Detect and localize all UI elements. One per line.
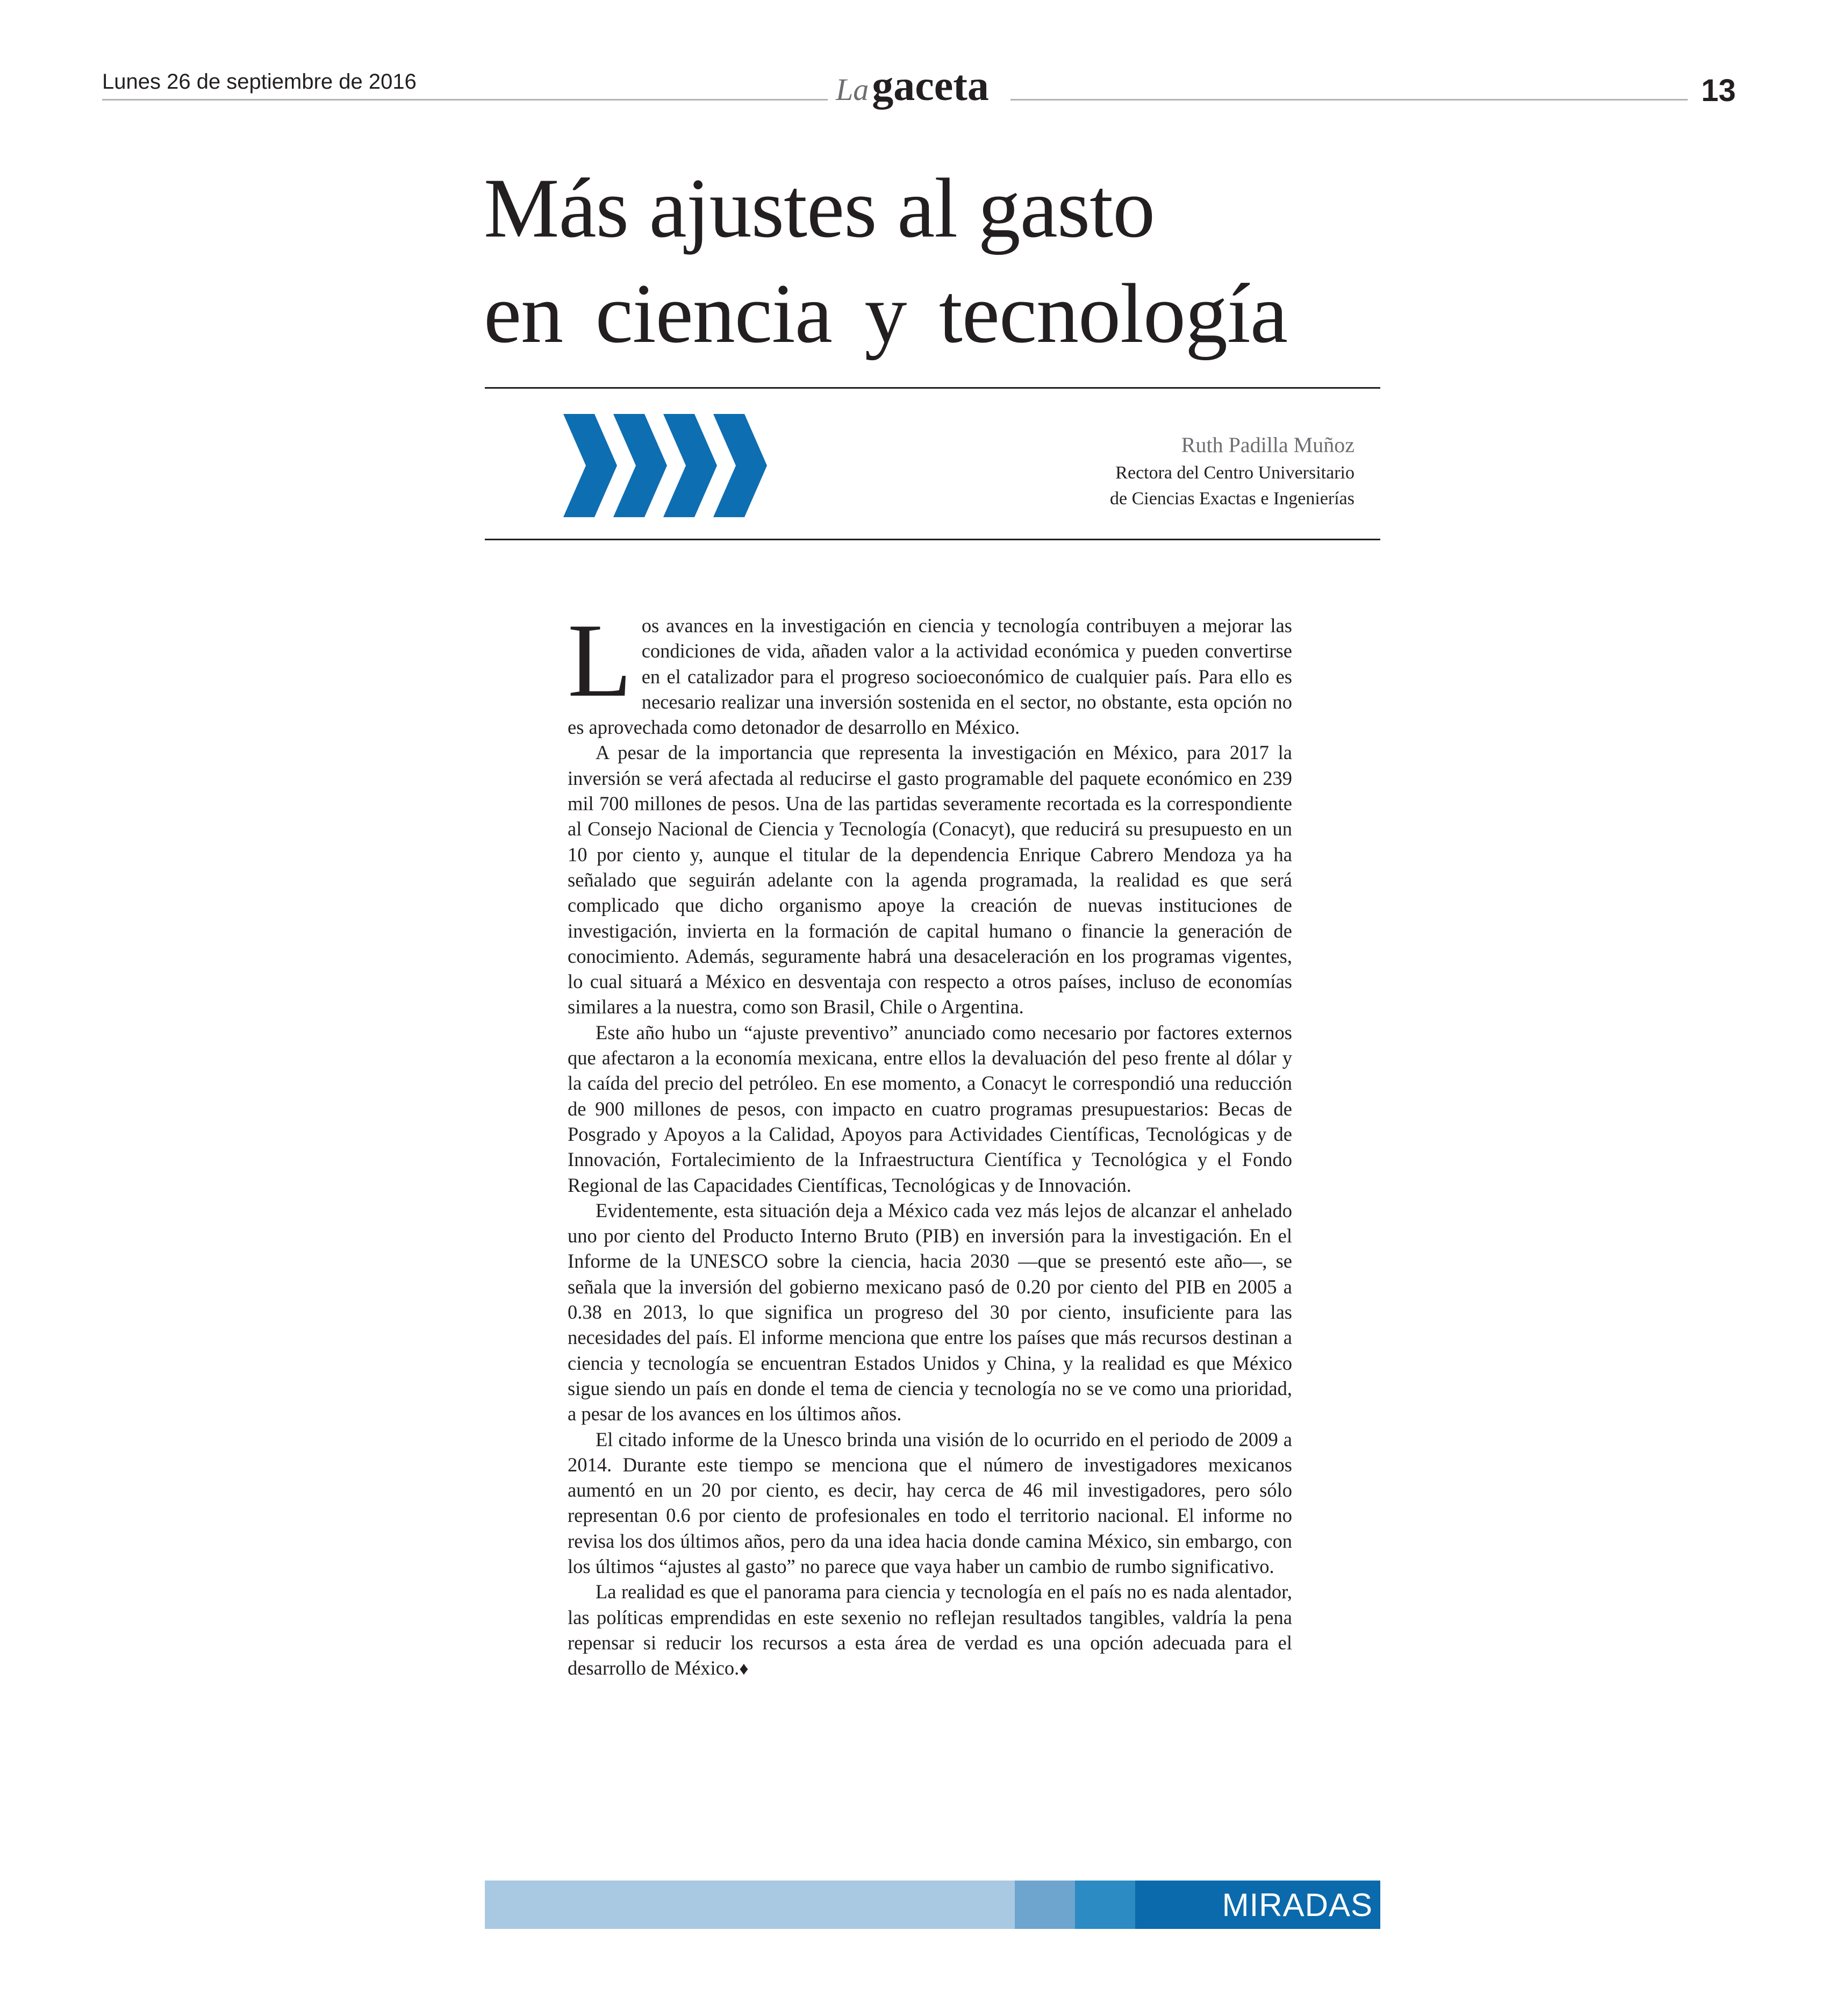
header-rule-left bbox=[102, 99, 828, 101]
chevron-right-icon bbox=[613, 414, 667, 517]
masthead bbox=[836, 62, 989, 111]
drop-cap: L bbox=[568, 602, 632, 719]
header-rule-right bbox=[1010, 99, 1688, 101]
footer-bar-segment-mid-dark bbox=[1075, 1881, 1135, 1929]
paragraph-5: El citado informe de la Unesco brinda una visión de lo ocurrido en el periodo de 2009 a 2014. Durante este tiempo se menciona que el número de investigadores mexicanos aumentó en un 20 por ciento, es decir, hay cerca de 46 mil investigadores, pero sólo representan 0.6 por ciento de profesionales en todo el territorio nacional. El informe no revisa los dos últimos años, pero da una idea hacia donde camina México, sin embargo, con los últimos “ajustes al gasto” no parece que vaya haber un cambio de rumbo significativo. bbox=[568, 1428, 1292, 1577]
masthead-name: gaceta bbox=[872, 62, 989, 110]
author-role-line-1: Rectora del Centro Universitario bbox=[1115, 463, 1354, 483]
title-rule-top bbox=[485, 387, 1380, 389]
page-number: 13 bbox=[1701, 73, 1736, 108]
paragraph-6: La realidad es que el panorama para ciencia y tecnología en el país no es nada alentador, las políticas emprendidas en este sexenio no reflejan resultados tangibles, valdría la pena repensar si reducir los recursos a esta área de verdad es una opción adecuada para el desarrollo de México.♦ bbox=[568, 1581, 1292, 1679]
chevron-right-icon bbox=[663, 414, 717, 517]
byline bbox=[967, 430, 1354, 512]
paragraph-4: Evidentemente, esta situación deja a México cada vez más lejos de alcanzar el anhelado uno por ciento del Producto Interno Bruto (PIB) en inversión para la investigación. En el Informe de la UNESCO sobre la ciencia, hacia 2030 —que se presentó este año—, se señala que la inversión del gobierno mexicano pasó de 0.20 por ciento del PIB en 2005 a 0.38 en 2013, lo que significa un progreso del 30 por ciento, insuficiente para las necesidades del país. El informe menciona que entre los países que más recursos destinan a ciencia y tecnología se encuentran Estados Unidos y China, y la realidad es que México sigue siendo un país en donde el tema de ciencia y tecnología no se ve como una prioridad, a pesar de los avances en los últimos años. bbox=[568, 1199, 1292, 1425]
chevron-right-icon bbox=[563, 414, 617, 517]
chevron-right-icon bbox=[713, 414, 767, 517]
footer-bar-segment-dark bbox=[1135, 1881, 1380, 1929]
title-rule-bottom bbox=[485, 539, 1380, 540]
end-mark-icon: ♦ bbox=[739, 1659, 749, 1679]
paragraph-3: Este año hubo un “ajuste preventivo” anunciado como necesario por factores externos que afectaron a la economía mexicana, entre ellos la devaluación del peso frente al dólar y la caída del precio del petróleo. En ese momento, a Conacyt le correspondió una reducción de 900 millones de pesos, con impacto en cuatro programas presupuestarios: Becas de Posgrado y Apoyos a la Calidad, Apoyos para Actividades Científicas, Tecnológicas y de Innovación, Fortalecimiento de la Infraestructura Científica y Tecnológica y el Fondo Regional de las Capacidades Científicas, Tecnológicas y de Innovación. bbox=[568, 1021, 1292, 1196]
header-date: Lunes 26 de septiembre de 2016 bbox=[102, 70, 417, 94]
chevrons-icon bbox=[563, 414, 768, 517]
title-line-2: en ciencia y tecnología bbox=[484, 267, 1288, 361]
paragraph-1: Los avances en la investigación en ciencia y tecnología contribuyen a mejorar las condiciones de vida, añaden valor a la actividad económica y pueden convertirse en el catalizador para el progreso socioeconómico de cualquier país. Para ello es necesario realizar una inversión sostenida en el sector, no obstante, esta opción no es aprovechada como detonador de desarrollo en México. bbox=[568, 602, 1292, 739]
masthead-la: La bbox=[836, 72, 869, 107]
footer-bar-segment-light bbox=[485, 1881, 1015, 1929]
article-title bbox=[484, 156, 1397, 367]
paragraph-2: A pesar de la importancia que representa la investigación en México, para 2017 la inversión se verá afectada al reducirse el gasto programable del paquete económico en 239 mil 700 millones de pesos. Una de las partidas severamente recortada es la correspondiente al Consejo Nacional de Ciencia y Tecnología (Conacyt), que reducirá su presupuesto en un 10 por ciento y, aunque el titular de la dependencia Enrique Cabrero Mendoza ya ha señalado que seguirán adelante con la agenda programada, la realidad es que será complicado que dicho organismo apoye la creación de nuevas instituciones de investigación, invierta en la formación de capital humano o financie la generación de conocimiento. Además, seguramente habrá una desaceleración en los programas vigentes, lo cual situará a México en desventaja con respecto a otros países, incluso de economías similares a la nuestra, como son Brasil, Chile o Argentina. bbox=[568, 741, 1292, 1018]
author-role-line-2: de Ciencias Exactas e Ingenierías bbox=[1109, 489, 1354, 509]
section-footer-bar bbox=[485, 1881, 1380, 1929]
footer-bar-segment-mid bbox=[1015, 1881, 1075, 1929]
author-name: Ruth Padilla Muñoz bbox=[1181, 433, 1354, 457]
title-line-1: Más ajustes al gasto bbox=[484, 161, 1155, 255]
section-label: MIRADAS bbox=[1222, 1886, 1373, 1923]
article-body bbox=[568, 602, 1292, 1682]
